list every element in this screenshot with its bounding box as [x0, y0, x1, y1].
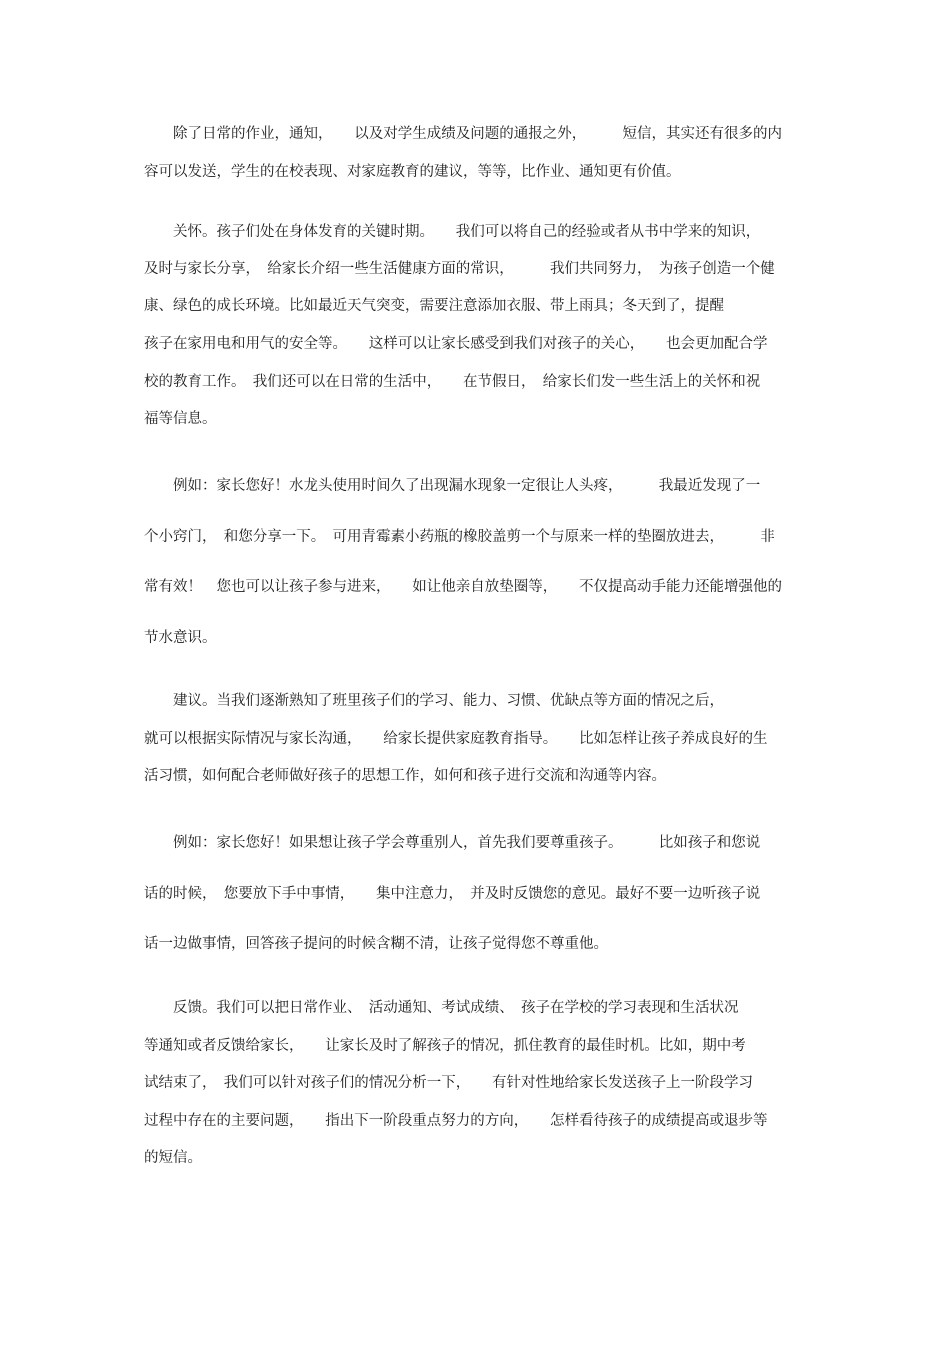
paragraph-4-line-1: 建议。当我们逐渐熟知了班里孩子们的学习、能力、习惯、优缺点等方面的情况之后，: [144, 693, 724, 709]
paragraph-5-line-3: 话一边做事情，回答孩子提问的时候含糊不清，让孩子觉得您不尊重他。: [144, 936, 608, 952]
paragraph-1-line-2: 容可以发送，学生的在校表现、对家庭教育的建议，等等，比作业、通知更有价值。: [144, 164, 681, 180]
paragraph-2-line-3: 康、绿色的成长环境。比如最近天气突变，需要注意添加衣服、带上雨具；冬天到了，提醒: [144, 298, 724, 314]
paragraph-6-line-3: 试结束了， 我们可以针对孩子们的情况分析一下， 有针对性地给家长发送孩子上一阶段学习: [144, 1075, 753, 1091]
paragraph-3-line-2: 个小窍门， 和您分享一下。 可用青霉素小药瓶的橡胶盖剪一个与原来一样的垫圈放进去， 非: [144, 529, 775, 545]
paragraph-2-line-1: 关怀。孩子们处在身体发育的关键时期。 我们可以将自己的经验或者从书中学来的知识，: [144, 224, 761, 240]
paragraph-2-line-2: 及时与家长分享， 给家长介绍一些生活健康方面的常识， 我们共同努力， 为孩子创造一个健: [144, 261, 775, 277]
paragraph-3-line-1: 例如：家长您好！水龙头使用时间久了出现漏水现象一定很让人头疼， 我最近发现了一: [144, 478, 761, 494]
paragraph-6-line-1: 反馈。我们可以把日常作业、 活动通知、考试成绩、 孩子在学校的学习表现和生活状况: [144, 1000, 739, 1016]
paragraph-3-line-4: 节水意识。: [144, 630, 217, 646]
paragraph-1-line-1: 除了日常的作业，通知， 以及对学生成绩及问题的通报之外， 短信，其实还有很多的内: [144, 126, 782, 142]
paragraph-6-line-2: 等通知或者反馈给家长， 让家长及时了解孩子的情况，抓住教育的最佳时机。比如，期中考: [144, 1038, 746, 1054]
paragraph-3-line-3: 常有效！ 您也可以让孩子参与进来， 如让他亲自放垫圈等， 不仅提高动手能力还能增强他的: [144, 579, 782, 595]
paragraph-2-line-5: 校的教育工作。 我们还可以在日常的生活中， 在节假日， 给家长们发一些生活上的关怀和祝: [144, 374, 761, 390]
paragraph-2-line-4: 孩子在家用电和用气的安全等。 这样可以让家长感受到我们对孩子的关心， 也会更加配合学: [144, 336, 768, 352]
paragraph-6-line-4: 过程中存在的主要问题， 指出下一阶段重点努力的方向， 怎样看待孩子的成绩提高或退步等: [144, 1113, 768, 1129]
paragraph-6-line-5: 的短信。: [144, 1150, 202, 1166]
paragraph-4-line-2: 就可以根据实际情况与家长沟通， 给家长提供家庭教育指导。 比如怎样让孩子养成良好的生: [144, 731, 768, 747]
paragraph-4-line-3: 活习惯，如何配合老师做好孩子的思想工作，如何和孩子进行交流和沟通等内容。: [144, 768, 666, 784]
paragraph-5-line-2: 话的时候， 您要放下手中事情， 集中注意力， 并及时反馈您的意见。最好不要一边听孩子说: [144, 886, 761, 902]
paragraph-2-line-6: 福等信息。: [144, 411, 217, 427]
paragraph-5-line-1: 例如：家长您好！如果想让孩子学会尊重别人，首先我们要尊重孩子。 比如孩子和您说: [144, 835, 761, 851]
